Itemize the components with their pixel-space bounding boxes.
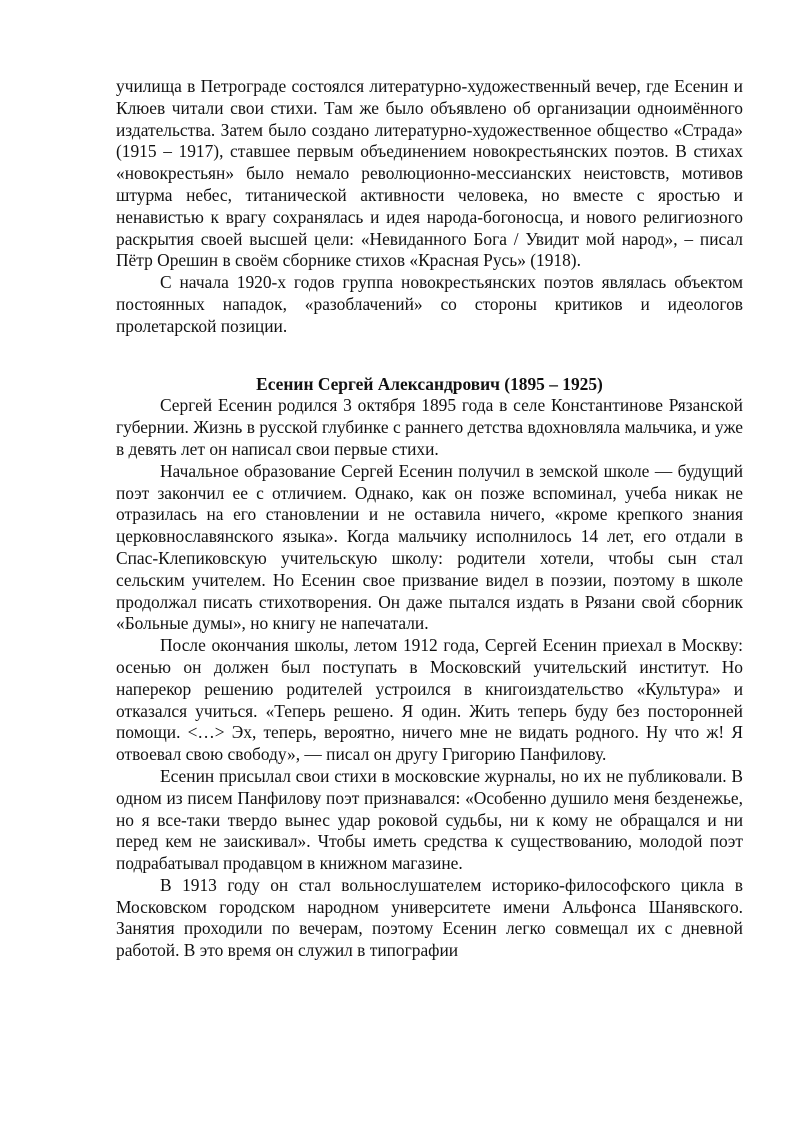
paragraph-esenin-journals: Есенин присылал свои стихи в московские журналы, но их не публиковали. В одном из писем Панфилову поэт признавался: «Особенно душило меня безденежье, но я все-таки твердо вынес удар роковой судьбы, ни к кому не обращался и ни перед кем не заискивал». Чтобы иметь средства к существованию, молодой поэт подрабатывал продавцом в книжном магазине. [116,765,743,874]
paragraph-esenin-moscow: После окончания школы, летом 1912 года, Сергей Есенин приехал в Москву: осенью он должен был поступать в Московский учительский институт. Но наперекор решению родителей устроился в книгоиздательство «Культура» и отказался учиться. «Теперь решено. Я один. Жить теперь буду без посторонней помощи. <…> Эх, теперь, вероятно, ничего мне не видать родного. Ну что ж! Я отвоевал свою свободу», — писал он другу Григорию Панфилову. [116,635,743,765]
paragraph-strada-society: училища в Петрограде состоялся литературно-художественный вечер, где Есенин и Клюев читали свои стихи. Там же было объявлено об организации одноимённого издательства. Затем было создано литературно-художественное общество «Страда» (1915 – 1917), ставшее первым объединением новокрестьянских поэтов. В стихах «новокрестьян» было немало революционно-мессианских неистовств, мотивов штурма небес, титанической активности человека, но вместе с яростью и ненавистью к врагу сохранялась и идея народа-богоносца, и нового религиозного раскрытия своей высшей цели: «Невиданного Бога / Увидит мой народ», – писал Пётр Орешин в своём сборнике стихов «Красная Русь» (1918). [116,76,743,271]
document-body [116,76,743,962]
paragraph-esenin-university: В 1913 году он стал вольнослушателем историко-философского цикла в Московском городском народном университете имени Альфонса Шанявского. Занятия проходили по вечерам, поэтому Есенин легко совмещал их с дневной работой. В это время он служил в типографии [116,874,743,961]
section-heading-esenin: Есенин Сергей Александрович (1895 – 1925) [256,373,603,394]
paragraph-esenin-education: Начальное образование Сергей Есенин получил в земской школе — будущий поэт закончил ее с отличием. Однако, как он позже вспоминал, учеба никак не отразилась на его становлении и не оставила ничего, «кроме крепкого знания церковнославянского языка». Когда мальчику исполнилось 14 лет, его отдали в Спас-Клепиковскую учительскую школу: родители хотели, чтобы сын стал сельским учителем. Но Есенин свое призвание видел в поэзии, поэтому в школе продолжал писать стихотворения. Он даже пытался издать в Рязани свой сборник «Больные думы», но книгу не напечатали. [116,460,743,634]
paragraph-esenin-birth: Сергей Есенин родился 3 октября 1895 года в селе Константинове Рязанской губернии. Жизнь в русской глубинке с раннего детства вдохновляла мальчика, и уже в девять лет он написал свои первые стихи. [116,395,743,459]
paragraph-1920s-criticism: С начала 1920-х годов группа новокрестьянских поэтов являлась объектом постоянных нападок, «разоблачений» со стороны критиков и идеологов пролетарской позиции. [116,272,743,336]
